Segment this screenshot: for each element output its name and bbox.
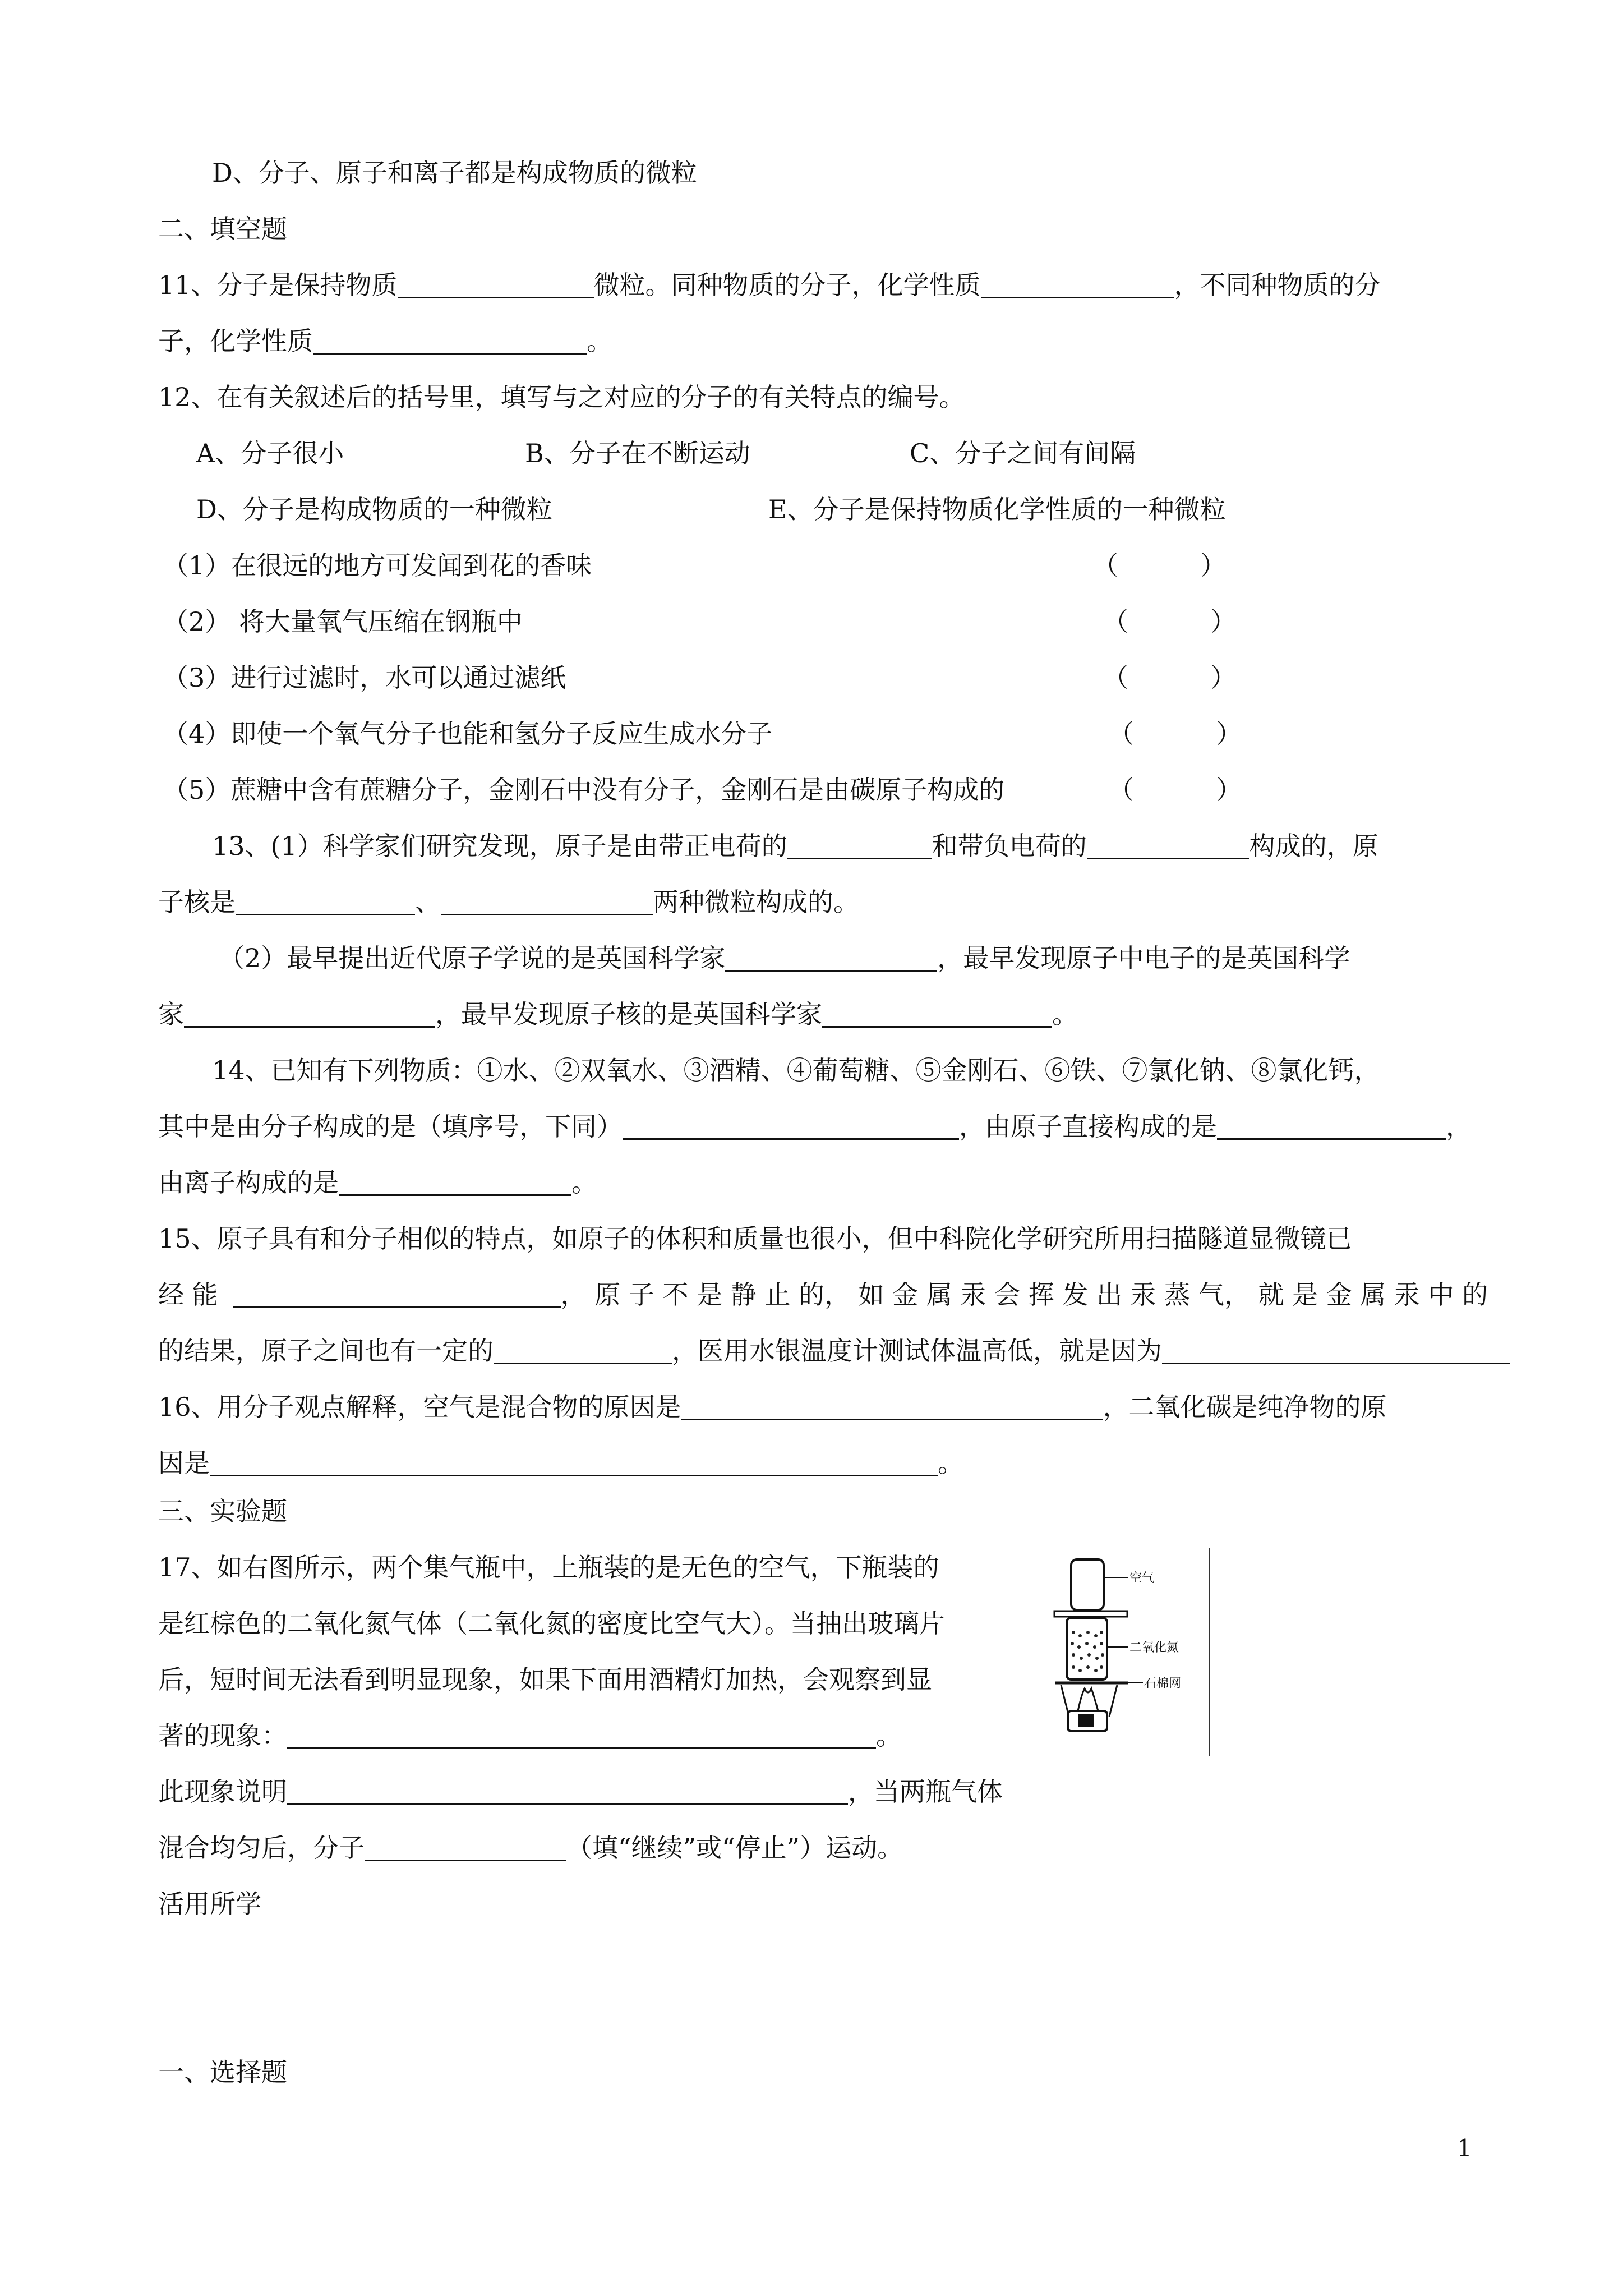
- answer-paren[interactable]: （ ）: [1103, 606, 1237, 637]
- answer-blank[interactable]: [494, 1337, 672, 1364]
- q12-item-2: （2） 将大量氧气压缩在钢瓶中: [163, 606, 523, 637]
- q16-text-b: ，二氧化碳是纯净物的原: [1103, 1392, 1387, 1422]
- option-C: C、分子之间有间隔: [910, 438, 1136, 468]
- q13-text-d: 子核是: [158, 887, 236, 917]
- q11-text-e: 。: [587, 326, 612, 356]
- question-14-line3: [158, 1166, 597, 1199]
- q13-text-b: 和带负电荷的: [932, 831, 1087, 861]
- question-13-line4: [158, 997, 1078, 1031]
- gas-jar-diagram: [1044, 1548, 1212, 1756]
- label-gauze: 石棉网: [1144, 1677, 1182, 1691]
- section-title-experiment: 三、实验题: [158, 1496, 287, 1526]
- option-B: B、分子在不断运动: [525, 438, 750, 468]
- q12-item-4: （4）即使一个氧气分子也能和氢分子反应生成水分子: [163, 719, 773, 749]
- glass-plate: [1054, 1611, 1127, 1617]
- q13-text-a: 13、(1）科学家们研究发现，原子是由带正电荷的: [212, 831, 787, 861]
- answer-blank[interactable]: [233, 1281, 561, 1308]
- answer-blank[interactable]: [184, 1000, 435, 1028]
- answer-paren[interactable]: （ ）: [1103, 662, 1237, 693]
- option-E: E、分子是保持物质化学性质的一种微粒: [768, 494, 1226, 524]
- section-title-fill-blank: 二、填空题: [158, 214, 287, 244]
- q13-text-i: 家: [158, 999, 184, 1029]
- answer-paren[interactable]: （ ）: [1092, 550, 1227, 581]
- answer-blank[interactable]: [1162, 1337, 1510, 1364]
- upper-jar: [1071, 1559, 1104, 1610]
- answer-blank[interactable]: [981, 271, 1174, 298]
- question-17-line6: [158, 1831, 903, 1865]
- q17-text-i: （填“继续”或“停止”）运动。: [566, 1833, 903, 1863]
- answer-blank[interactable]: [623, 1112, 959, 1140]
- q13-text-e: 、: [415, 887, 441, 917]
- answer-blank[interactable]: [339, 1168, 571, 1196]
- answer-blank[interactable]: [725, 944, 937, 972]
- answer-blank[interactable]: [1087, 832, 1249, 859]
- answer-blank[interactable]: [313, 327, 587, 355]
- answer-blank[interactable]: [210, 1449, 938, 1476]
- question-17-line5: [158, 1775, 1003, 1809]
- q11-text-d: 子，化学性质: [158, 326, 313, 356]
- question-11-line2: [158, 324, 612, 358]
- q14-text-c: ，由原子直接构成的是: [959, 1111, 1217, 1142]
- answer-blank[interactable]: [365, 1834, 566, 1861]
- question-15-line3: [158, 1334, 1510, 1368]
- answer-paren[interactable]: （ ）: [1108, 719, 1242, 749]
- question-15-line1: 15、原子具有和分子相似的特点，如原子的体积和质量也很小，但中科院化学研究所用扫描隧道显微镜已: [158, 1223, 1352, 1254]
- q15-text-e: ，医用水银温度计测试体温高低，就是因为: [672, 1336, 1162, 1366]
- question-13-line3: [219, 941, 1350, 975]
- label-no2: 二氧化氮: [1129, 1641, 1179, 1655]
- question-13-line2: [158, 885, 859, 919]
- question-12-stem: 12、在有关叙述后的括号里，填写与之对应的分子的有关特点的编号。: [158, 382, 965, 412]
- q14-text-d: ，: [1446, 1111, 1472, 1142]
- question-13-line1: [212, 829, 1378, 863]
- question-17-line3: 后，短时间无法看到明显现象，如果下面用酒精灯加热，会观察到显: [158, 1664, 932, 1695]
- q13-text-g: （2）最早提出近代原子学说的是英国科学家: [219, 943, 726, 973]
- q12-item-1: （1）在很远的地方可发闻到花的香味: [163, 550, 592, 581]
- q13-text-c: 构成的，原: [1249, 831, 1378, 861]
- lower-jar: [1067, 1618, 1107, 1680]
- q17-text-e: 。: [876, 1720, 902, 1751]
- answer-blank[interactable]: [1217, 1112, 1446, 1140]
- label-air: 空气: [1129, 1571, 1155, 1585]
- q14-text-e: 由离子构成的是: [158, 1167, 339, 1198]
- answer-blank[interactable]: [236, 888, 415, 915]
- q14-text-b: 其中是由分子构成的是（填序号，下同）: [158, 1111, 623, 1142]
- question-16-line2: [158, 1446, 963, 1480]
- question-14-line1: 14、已知有下列物质：①水、②双氧水、③酒精、④葡萄糖、⑤金刚石、⑥铁、⑦氯化钠、⑧氯化钙，: [212, 1055, 1380, 1085]
- lamp-wick-dark: [1078, 1714, 1094, 1727]
- answer-paren[interactable]: （ ）: [1108, 775, 1242, 805]
- answer-blank[interactable]: [287, 1778, 848, 1805]
- q13-text-k: 。: [1052, 999, 1078, 1029]
- answer-blank[interactable]: [287, 1722, 876, 1749]
- q15-text-c: ， 原 子 不 是 静 止 的， 如 金 属 汞 会 挥 发 出 汞 蒸 气， 就 是 金 属 汞 中 的: [560, 1280, 1488, 1310]
- q11-text-a: 11、分子是保持物质: [158, 270, 398, 300]
- q14-text-f: 。: [571, 1167, 597, 1198]
- option-D: D、分子是构成物质的一种微粒: [196, 494, 552, 524]
- q16-text-a: 16、用分子观点解释，空气是混合物的原因是: [158, 1392, 681, 1422]
- answer-blank[interactable]: [822, 1000, 1052, 1028]
- question-15-line2: [158, 1278, 1488, 1312]
- answer-blank[interactable]: [398, 271, 594, 298]
- q15-text-d: 的结果，原子之间也有一定的: [158, 1336, 494, 1366]
- q15-text-b: 经 能: [158, 1280, 218, 1310]
- question-14-line2: [158, 1110, 1472, 1143]
- q12-item-5: （5）蔗糖中含有蔗糖分子，金刚石中没有分子，金刚石是由碳原子构成的: [163, 775, 1005, 805]
- question-17-line1: 17、如右图所示，两个集气瓶中，上瓶装的是无色的空气，下瓶装的: [158, 1552, 939, 1582]
- page-number: 1: [1457, 2134, 1472, 2162]
- q17-text-h: 混合均匀后，分子: [158, 1833, 365, 1863]
- q16-text-d: 。: [938, 1448, 963, 1478]
- q17-text-g: ，当两瓶气体: [848, 1777, 1003, 1807]
- question-11-line1: [158, 268, 1381, 302]
- q17-text-f: 此现象说明: [158, 1777, 287, 1807]
- q16-text-c: 因是: [158, 1448, 210, 1478]
- answer-blank[interactable]: [787, 832, 932, 859]
- section-apply: 活用所学: [158, 1889, 261, 1919]
- answer-blank[interactable]: [441, 888, 653, 915]
- flame: [1078, 1688, 1098, 1711]
- q13-text-f: 两种微粒构成的。: [653, 887, 859, 917]
- line-d-option: D、分子、原子和离子都是构成物质的微粒: [212, 158, 697, 188]
- q11-text-b: 微粒。同种物质的分子，化学性质: [593, 270, 981, 300]
- q11-text-c: ，不同种物质的分: [1174, 270, 1381, 300]
- q12-item-3: （3）进行过滤时，水可以通过滤纸: [163, 662, 566, 693]
- option-A: A、分子很小: [196, 438, 344, 468]
- q13-text-j: ，最早发现原子核的是英国科学家: [435, 999, 822, 1029]
- section-title-choice: 一、选择题: [158, 2057, 287, 2087]
- q13-text-h: ，最早发现原子中电子的是英国科学: [937, 943, 1350, 973]
- q17-text-d: 著的现象：: [158, 1720, 287, 1751]
- question-16-line1: [158, 1390, 1387, 1424]
- answer-blank[interactable]: [681, 1393, 1103, 1420]
- question-17-line4: [158, 1719, 902, 1752]
- question-17-line2: 是红棕色的二氧化氮气体（二氧化氮的密度比空气大）。当抽出玻璃片: [158, 1608, 945, 1639]
